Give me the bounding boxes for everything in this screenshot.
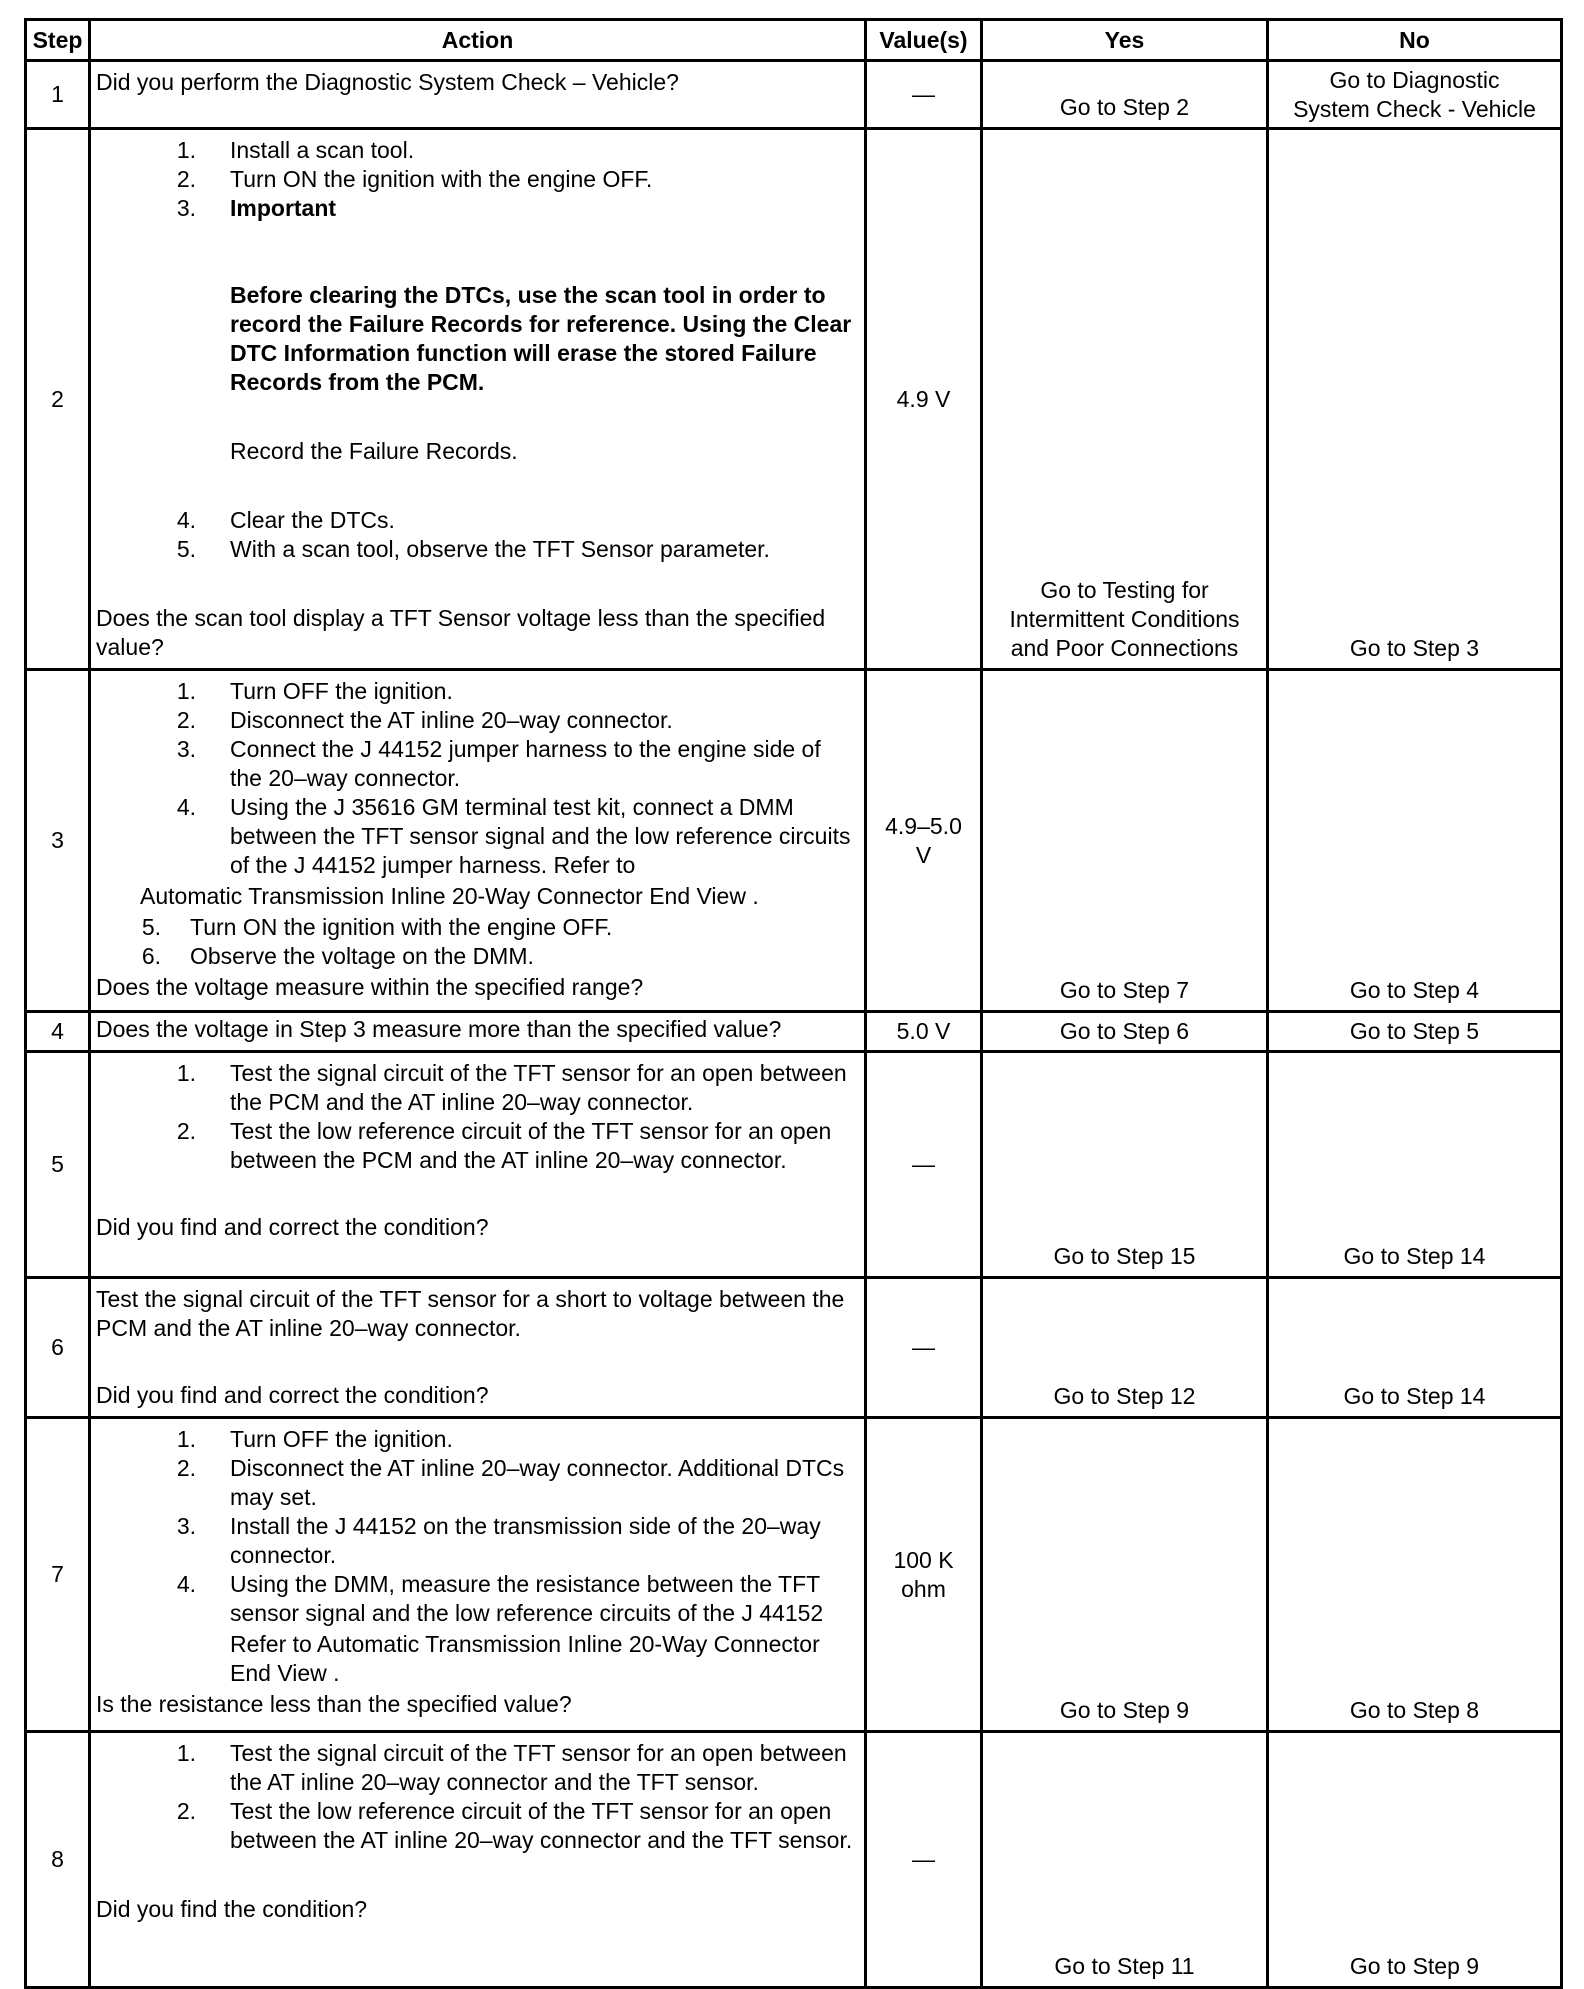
yes-cell — [982, 1732, 1268, 1988]
value-cell: — — [866, 1732, 982, 1988]
no-link[interactable]: Go to Step 8 — [1349, 1697, 1480, 1723]
reference-link[interactable]: Refer to Automatic Transmission Inline 20-Way Connector End View . — [230, 1631, 820, 1686]
no-cell — [1268, 1732, 1562, 1988]
table-row — [26, 670, 1562, 1012]
list-item: 2. Disconnect the AT inline 20–way connector. — [176, 707, 673, 733]
header-step: Step — [26, 20, 90, 61]
list-item: 1. Test the signal circuit of the TFT sensor for an open between the AT inline 20–way connector and the TFT sensor. — [176, 1740, 847, 1795]
step-number: 5 — [26, 1052, 90, 1278]
step-number: 3 — [26, 670, 90, 1012]
no-link[interactable]: Go to Step 14 — [1343, 1243, 1486, 1269]
value-cell: — — [866, 1278, 982, 1418]
header-row — [26, 20, 1562, 61]
yes-link[interactable]: Go to Step 9 — [1059, 1697, 1190, 1723]
value-line: ohm — [901, 1575, 946, 1602]
no-cell — [1268, 61, 1562, 129]
action-question: Did you find and correct the condition? — [96, 1382, 489, 1408]
action-question: Does the scan tool display a TFT Sensor voltage less than the specified value? — [96, 605, 826, 660]
no-cell — [1268, 129, 1562, 670]
table-row — [26, 1012, 1562, 1052]
list-item: 3. Install the J 44152 on the transmission side of the 20–way connector. — [176, 1513, 821, 1568]
list-item: 2. Test the low reference circuit of the TFT sensor for an open between the PCM and the AT inline 20–way connector. — [176, 1118, 832, 1173]
step-number: 2 — [26, 129, 90, 670]
step-number: 6 — [26, 1278, 90, 1418]
no-link[interactable]: Go to Step 9 — [1349, 1953, 1480, 1979]
table-row — [26, 1052, 1562, 1278]
diagnostic-table — [24, 18, 1563, 1989]
list-item: 1. Install a scan tool. — [176, 137, 415, 163]
step-number: 1 — [26, 61, 90, 129]
yes-link-line: and Poor Connections — [1010, 635, 1239, 661]
list-item: 1. Test the signal circuit of the TFT sensor for an open between the PCM and the AT inline 20–way connector. — [176, 1060, 847, 1115]
yes-cell — [982, 1418, 1268, 1732]
list-item: 5. With a scan tool, observe the TFT Sensor parameter. — [176, 536, 770, 562]
value-cell: — — [866, 1052, 982, 1278]
list-item: 3. Connect the J 44152 jumper harness to the engine side of the 20–way connector. — [176, 736, 821, 791]
header-yes: Yes — [982, 20, 1268, 61]
yes-link-line: Intermittent Conditions — [1009, 606, 1240, 632]
no-link[interactable]: Go to Step 4 — [1349, 977, 1480, 1003]
table-row — [26, 61, 1562, 129]
value-cell — [866, 1418, 982, 1732]
list-item: 1. Turn OFF the ignition. — [176, 678, 453, 704]
value-line: V — [915, 841, 932, 868]
no-link[interactable]: Go to Step 5 — [1349, 1018, 1480, 1044]
yes-cell — [982, 1052, 1268, 1278]
table-row — [26, 1732, 1562, 1988]
important-note: Before clearing the DTCs, use the scan tool in order to record the Failure Records for reference. Using the Clear DTC Information function will erase the stored Failure Records from the PCM. — [230, 282, 852, 395]
action-cell — [90, 1052, 866, 1278]
no-link[interactable]: Go to Step 14 — [1343, 1383, 1486, 1409]
action-cell — [90, 1732, 866, 1988]
step-number: 4 — [26, 1012, 90, 1052]
no-link-line: Go to Diagnostic — [1329, 66, 1500, 93]
action-cell — [90, 1418, 866, 1732]
header-action: Action — [90, 20, 866, 61]
yes-cell — [982, 61, 1268, 129]
action-cell — [90, 1012, 866, 1052]
action-text: Test the signal circuit of the TFT sensor for a short to voltage between the PCM and the AT inline 20–way connector. — [96, 1286, 845, 1341]
yes-link[interactable]: Go to Step 12 — [1053, 1383, 1196, 1409]
action-question: Did you find the condition? — [96, 1896, 368, 1922]
step-number: 7 — [26, 1418, 90, 1732]
no-link[interactable] — [1269, 66, 1560, 124]
action-question: Did you find and correct the condition? — [96, 1214, 489, 1240]
value-line: 4.9–5.0 — [885, 812, 962, 839]
no-cell — [1268, 1012, 1562, 1052]
no-link[interactable]: Go to Step 3 — [1349, 635, 1480, 661]
no-cell — [1268, 670, 1562, 1012]
yes-link[interactable]: Go to Step 2 — [1059, 94, 1190, 120]
table-row — [26, 1278, 1562, 1418]
value-cell: — — [866, 61, 982, 129]
action-cell — [90, 670, 866, 1012]
value-cell — [866, 670, 982, 1012]
yes-link[interactable] — [983, 576, 1266, 663]
list-item: 4. Clear the DTCs. — [176, 507, 395, 533]
yes-link[interactable]: Go to Step 15 — [1053, 1243, 1196, 1269]
action-question: Did you perform the Diagnostic System Check – Vehicle? — [96, 69, 679, 95]
no-cell — [1268, 1052, 1562, 1278]
step-number: 8 — [26, 1732, 90, 1988]
value-line: 100 K — [893, 1546, 954, 1573]
value-cell: 4.9 V — [866, 129, 982, 670]
value-cell: 5.0 V — [866, 1012, 982, 1052]
table-row — [26, 129, 1562, 670]
yes-link[interactable]: Go to Step 6 — [1059, 1018, 1190, 1044]
action-question: Does the voltage measure within the specified range? — [96, 974, 644, 1000]
list-item: 2. Turn ON the ignition with the engine OFF. — [176, 166, 653, 192]
table-row — [26, 1418, 1562, 1732]
no-cell — [1268, 1278, 1562, 1418]
header-values: Value(s) — [866, 20, 982, 61]
no-link-line: System Check - Vehicle — [1293, 95, 1536, 122]
list-item: 2. Disconnect the AT inline 20–way connector. Additional DTCs may set. — [176, 1455, 845, 1510]
list-item: 4. Using the J 35616 GM terminal test kit, connect a DMM between the TFT sensor signal and the low reference circuits of the J 44152 jumper harness. Refer to — [176, 794, 851, 878]
yes-cell — [982, 129, 1268, 670]
action-cell — [90, 1278, 866, 1418]
list-item: 3. Important — [176, 195, 337, 221]
yes-link-line: Go to Testing for — [1040, 577, 1209, 603]
action-cell — [90, 61, 866, 129]
list-item: 6. Observe the voltage on the DMM. — [141, 943, 534, 969]
yes-link[interactable]: Go to Step 11 — [1054, 1953, 1195, 1979]
yes-link[interactable]: Go to Step 7 — [1059, 977, 1190, 1003]
yes-cell — [982, 1278, 1268, 1418]
action-cell — [90, 129, 866, 670]
yes-cell — [982, 1012, 1268, 1052]
action-question: Does the voltage in Step 3 measure more than the specified value? — [96, 1016, 782, 1042]
list-item: 5. Turn ON the ignition with the engine OFF. — [141, 914, 613, 940]
list-item: 1. Turn OFF the ignition. — [176, 1426, 453, 1452]
reference-link[interactable]: Automatic Transmission Inline 20-Way Connector End View . — [140, 883, 759, 909]
no-cell — [1268, 1418, 1562, 1732]
header-no: No — [1268, 20, 1562, 61]
record-note: Record the Failure Records. — [230, 438, 518, 464]
list-item: 4. Using the DMM, measure the resistance between the TFT sensor signal and the low reference circuits of the J 44152 — [176, 1571, 824, 1626]
list-item: 2. Test the low reference circuit of the TFT sensor for an open between the AT inline 20–way connector and the TFT sensor. — [176, 1798, 853, 1853]
yes-cell — [982, 670, 1268, 1012]
action-question: Is the resistance less than the specified value? — [96, 1691, 572, 1717]
